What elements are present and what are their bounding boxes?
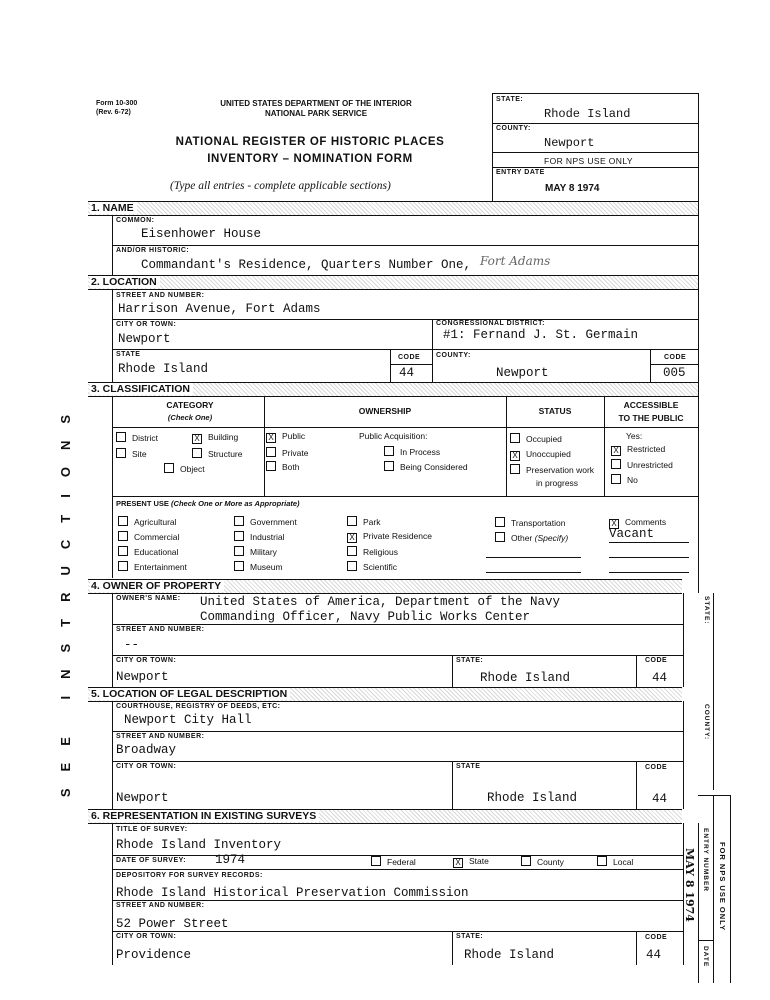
category-structure-label: Structure xyxy=(208,449,243,459)
district-value: #1: Fernand J. St. Germain xyxy=(443,328,639,342)
location-state-value: Rhode Island xyxy=(118,362,209,376)
category-district[interactable] xyxy=(116,432,158,443)
state-checkbox[interactable]: X xyxy=(453,858,463,868)
form-number: Form 10-300 xyxy=(96,100,138,107)
public-acquisition-label: Public Acquisition: xyxy=(359,431,428,441)
being-considered-checkbox[interactable] xyxy=(384,461,394,471)
in-process-label: In Process xyxy=(400,447,441,457)
status-header: STATUS xyxy=(538,406,572,416)
owner-code-label: CODE xyxy=(645,657,668,664)
federal-checkbox[interactable] xyxy=(371,856,381,866)
owner-street-value: -- xyxy=(124,638,140,652)
historic-name-value: Commandant's Residence, Quarters Number One, xyxy=(141,258,472,272)
category-object-checkbox[interactable] xyxy=(164,463,174,473)
government-checkbox[interactable] xyxy=(234,516,244,526)
owner-state-label: STATE: xyxy=(456,657,484,664)
location-state-code-label: CODE xyxy=(398,354,421,361)
location-city-label: CITY OR TOWN: xyxy=(116,321,177,328)
being-considered-label: Being Considered xyxy=(400,462,468,472)
other-label: Other xyxy=(511,533,533,543)
side-state-label: STATE: xyxy=(703,596,710,625)
government-label: Government xyxy=(250,517,297,527)
ownership-public[interactable] xyxy=(266,431,305,443)
location-county-value: Newport xyxy=(496,366,549,380)
section-surveys-title: 6. REPRESENTATION IN EXISTING SURVEYS xyxy=(90,810,319,822)
category-object-label: Object xyxy=(180,464,205,474)
section-name-title: 1. NAME xyxy=(90,202,137,214)
side-entry-number-label: ENTRY NUMBER xyxy=(702,828,709,893)
survey-state-label: STATE: xyxy=(456,933,484,940)
form-title xyxy=(150,134,470,168)
location-state-label: STATE xyxy=(116,351,141,358)
ownership-both-checkbox[interactable] xyxy=(266,461,276,471)
museum-checkbox[interactable] xyxy=(234,561,244,571)
common-name-value: Eisenhower House xyxy=(141,227,262,241)
survey-street-label: STREET AND NUMBER: xyxy=(116,902,205,909)
commercial-checkbox[interactable] xyxy=(118,531,128,541)
top-state-value: Rhode Island xyxy=(544,107,631,121)
other-checkbox[interactable] xyxy=(495,532,505,542)
status-preservation-checkbox[interactable] xyxy=(510,464,520,474)
restricted-label: Restricted xyxy=(627,444,666,454)
industrial-checkbox[interactable] xyxy=(234,531,244,541)
survey-street-value: 52 Power Street xyxy=(116,917,229,931)
ownership-private-checkbox[interactable] xyxy=(266,447,276,457)
top-state-label: STATE: xyxy=(496,96,524,103)
survey-date-value: 1974 xyxy=(215,853,246,867)
type-instructions: (Type all entries - complete applicable sections) xyxy=(170,180,391,192)
present-use-label: PRESENT USE xyxy=(116,499,169,508)
status-occupied-checkbox[interactable] xyxy=(510,433,520,443)
local-checkbox[interactable] xyxy=(597,856,607,866)
ownership-both[interactable] xyxy=(266,461,300,472)
top-county-label: COUNTY: xyxy=(496,125,531,132)
accessible-unrestricted[interactable] xyxy=(611,459,673,470)
use-scientific[interactable] xyxy=(347,561,397,572)
legal-street-label: STREET AND NUMBER: xyxy=(116,733,205,740)
category-structure-checkbox[interactable] xyxy=(192,448,202,458)
form-title-line1: NATIONAL REGISTER OF HISTORIC PLACES xyxy=(175,136,445,148)
scientific-label: Scientific xyxy=(363,562,398,572)
transportation-label: Transportation xyxy=(511,518,566,528)
county-checkbox[interactable] xyxy=(521,856,531,866)
ownership-both-label: Both xyxy=(282,462,300,472)
accessible-header-1: ACCESSIBLE xyxy=(623,400,679,410)
accessible-no[interactable] xyxy=(611,474,638,485)
owner-name-label: OWNER'S NAME: xyxy=(116,595,181,602)
ownership-private-label: Private xyxy=(282,448,309,458)
comments-label: Comments xyxy=(625,517,667,527)
owner-code-value: 44 xyxy=(652,671,668,685)
location-street-label: STREET AND NUMBER: xyxy=(116,292,205,299)
location-street-value: Harrison Avenue, Fort Adams xyxy=(118,302,321,316)
see-instructions-side: SEE INSTRUCTIONS xyxy=(58,398,73,798)
survey-date-label: DATE OF SURVEY: xyxy=(116,857,187,864)
category-object[interactable] xyxy=(164,463,205,474)
section-name-bar xyxy=(88,201,698,216)
present-use-sub: (Check One or More as Appropriate) xyxy=(171,499,300,508)
federal-label: Federal xyxy=(387,857,416,867)
survey-title-value: Rhode Island Inventory xyxy=(116,838,282,852)
service-name: NATIONAL PARK SERVICE xyxy=(264,109,368,118)
park-checkbox[interactable] xyxy=(347,516,357,526)
entertainment-checkbox[interactable] xyxy=(118,561,128,571)
section-legal-title: 5. LOCATION OF LEGAL DESCRIPTION xyxy=(90,688,290,700)
use-park[interactable] xyxy=(347,516,380,527)
status-preservation-work[interactable] xyxy=(510,464,594,475)
owner-name-line2: Commanding Officer, Navy Public Works Center xyxy=(200,610,531,624)
section-owner-title: 4. OWNER OF PROPERTY xyxy=(90,580,224,592)
category-subheader: (Check One) xyxy=(167,413,213,422)
section-location-title: 2. LOCATION xyxy=(90,276,160,288)
legal-state-value: Rhode Island xyxy=(487,791,578,805)
location-city-value: Newport xyxy=(118,332,171,346)
location-county-code: 005 xyxy=(663,366,686,380)
survey-city-label: CITY OR TOWN: xyxy=(116,933,177,940)
category-site-checkbox[interactable] xyxy=(116,448,126,458)
section-surveys-bar xyxy=(88,809,682,824)
legal-city-value: Newport xyxy=(116,791,169,805)
local-label: Local xyxy=(613,857,634,867)
accessible-header-2: TO THE PUBLIC xyxy=(618,413,684,423)
legal-state-label: STATE xyxy=(456,763,481,770)
state-label: State xyxy=(469,856,489,866)
owner-state-value: Rhode Island xyxy=(480,671,571,685)
depository-label: DEPOSITORY FOR SURVEY RECORDS: xyxy=(116,872,263,879)
agricultural-checkbox[interactable] xyxy=(118,516,128,526)
use-government[interactable] xyxy=(234,516,297,527)
use-private-residence[interactable] xyxy=(347,531,432,543)
accessible-yes-label: Yes: xyxy=(626,431,643,441)
location-state-code: 44 xyxy=(399,366,415,380)
scientific-checkbox[interactable] xyxy=(347,561,357,571)
category-building-label: Building xyxy=(208,432,239,442)
survey-county[interactable] xyxy=(521,856,564,867)
survey-state[interactable] xyxy=(453,856,489,868)
legal-code-value: 44 xyxy=(652,792,668,806)
park-label: Park xyxy=(363,517,381,527)
military-label: Military xyxy=(250,547,277,557)
educational-checkbox[interactable] xyxy=(118,546,128,556)
use-commercial[interactable] xyxy=(118,531,179,542)
status-unoccupied-checkbox[interactable]: X xyxy=(510,451,520,461)
district-label: CONGRESSIONAL DISTRICT: xyxy=(436,320,545,327)
ownership-public-checkbox[interactable]: X xyxy=(266,433,276,443)
entry-date-label: ENTRY DATE xyxy=(496,169,545,176)
unrestricted-checkbox[interactable] xyxy=(611,459,621,469)
department-name: UNITED STATES DEPARTMENT OF THE INTERIOR xyxy=(220,99,412,108)
educational-label: Educational xyxy=(134,547,179,557)
category-site-label: Site xyxy=(132,449,147,459)
nps-use-label: FOR NPS USE ONLY xyxy=(544,156,633,166)
county-label: County xyxy=(537,857,564,867)
military-checkbox[interactable] xyxy=(234,546,244,556)
private-residence-label: Private Residence xyxy=(363,531,432,541)
courthouse-value: Newport City Hall xyxy=(124,713,252,727)
use-entertainment[interactable] xyxy=(118,561,187,572)
accessible-restricted[interactable] xyxy=(611,444,665,456)
category-building-checkbox[interactable]: X xyxy=(192,434,202,444)
transportation-checkbox[interactable] xyxy=(495,517,505,527)
status-unoccupied-label: Unoccupied xyxy=(526,449,571,459)
status-occupied-label: Occupied xyxy=(526,434,562,444)
use-other[interactable] xyxy=(495,532,568,543)
use-agricultural[interactable] xyxy=(118,516,177,527)
use-military[interactable] xyxy=(234,546,277,557)
legal-code-label: CODE xyxy=(645,764,668,771)
other-specify-label: (Specify) xyxy=(534,533,569,543)
handwritten-entry-date: MAY 8 1974 xyxy=(683,848,696,922)
acquisition-being-considered[interactable] xyxy=(384,461,468,472)
commercial-label: Commercial xyxy=(134,532,180,542)
owner-city-label: CITY OR TOWN: xyxy=(116,657,177,664)
owner-name-line1: United States of America, Department of the Navy xyxy=(200,595,561,609)
status-occupied[interactable] xyxy=(510,433,562,444)
comments-checkbox[interactable]: X xyxy=(609,519,619,529)
survey-code-value: 44 xyxy=(646,948,662,962)
location-county-label: COUNTY: xyxy=(436,352,471,359)
legal-street-value: Broadway xyxy=(116,743,177,757)
category-site[interactable] xyxy=(116,448,147,459)
owner-street-label: STREET AND NUMBER: xyxy=(116,626,205,633)
category-district-label: District xyxy=(132,433,158,443)
survey-local[interactable] xyxy=(597,856,633,867)
ownership-public-label: Public xyxy=(282,431,306,441)
survey-federal[interactable] xyxy=(371,856,416,867)
survey-title-label: TITLE OF SURVEY: xyxy=(116,826,188,833)
survey-code-label: CODE xyxy=(645,934,668,941)
form-revision: (Rev. 6-72) xyxy=(96,109,131,116)
in-process-checkbox[interactable] xyxy=(384,446,394,456)
category-district-checkbox[interactable] xyxy=(116,432,126,442)
common-label: COMMON: xyxy=(116,217,155,224)
side-nps-use-label: FOR NPS USE ONLY xyxy=(718,842,727,932)
religious-checkbox[interactable] xyxy=(347,546,357,556)
section-legal-bar xyxy=(88,687,682,702)
accessible-no-checkbox[interactable] xyxy=(611,474,621,484)
top-county-value: Newport xyxy=(544,136,595,150)
entry-date-stamp: MAY 8 1974 xyxy=(545,183,600,194)
location-county-code-label: CODE xyxy=(664,354,687,361)
section-classification-title: 3. CLASSIFICATION xyxy=(90,383,193,395)
ownership-header: OWNERSHIP xyxy=(358,406,412,416)
status-in-progress-label: in progress xyxy=(536,478,579,488)
survey-state-value: Rhode Island xyxy=(464,948,555,962)
category-structure[interactable] xyxy=(192,448,243,459)
museum-label: Museum xyxy=(250,562,283,572)
owner-city-value: Newport xyxy=(116,670,169,684)
survey-city-value: Providence xyxy=(116,948,192,962)
depository-value: Rhode Island Historical Preservation Commission xyxy=(116,886,469,900)
use-industrial[interactable] xyxy=(234,531,285,542)
historic-handwritten: Fort Adams xyxy=(480,254,551,268)
side-county-label: COUNTY: xyxy=(703,704,710,741)
restricted-checkbox[interactable]: X xyxy=(611,446,621,456)
present-use-header xyxy=(116,499,300,508)
industrial-label: Industrial xyxy=(250,532,285,542)
ownership-private[interactable] xyxy=(266,447,308,458)
accessible-no-label: No xyxy=(627,475,638,485)
section-classification-bar xyxy=(88,382,698,397)
use-educational[interactable] xyxy=(118,546,178,557)
section-owner-bar xyxy=(88,579,682,594)
category-building[interactable] xyxy=(192,432,238,444)
agricultural-label: Agricultural xyxy=(134,517,177,527)
historic-label: AND/OR HISTORIC: xyxy=(116,247,190,254)
use-transportation[interactable] xyxy=(495,517,566,528)
section-location-bar xyxy=(88,275,698,290)
form-number-block xyxy=(96,99,137,117)
entertainment-label: Entertainment xyxy=(134,562,187,572)
legal-city-label: CITY OR TOWN: xyxy=(116,763,177,770)
category-header: CATEGORY xyxy=(166,400,214,410)
courthouse-label: COURTHOUSE, REGISTRY OF DEEDS, ETC: xyxy=(116,703,281,710)
form-title-line2: INVENTORY – NOMINATION FORM xyxy=(207,153,413,165)
status-preservation-label: Preservation work xyxy=(526,465,595,475)
agency-block xyxy=(186,99,446,119)
religious-label: Religious xyxy=(363,547,398,557)
private-residence-checkbox[interactable]: X xyxy=(347,533,357,543)
status-unoccupied[interactable] xyxy=(510,449,571,461)
comments-value: Vacant xyxy=(609,527,655,541)
use-museum[interactable] xyxy=(234,561,283,572)
use-religious[interactable] xyxy=(347,546,398,557)
unrestricted-label: Unrestricted xyxy=(627,460,673,470)
acquisition-in-process[interactable] xyxy=(384,446,440,457)
side-date-label: DATE xyxy=(702,946,709,968)
